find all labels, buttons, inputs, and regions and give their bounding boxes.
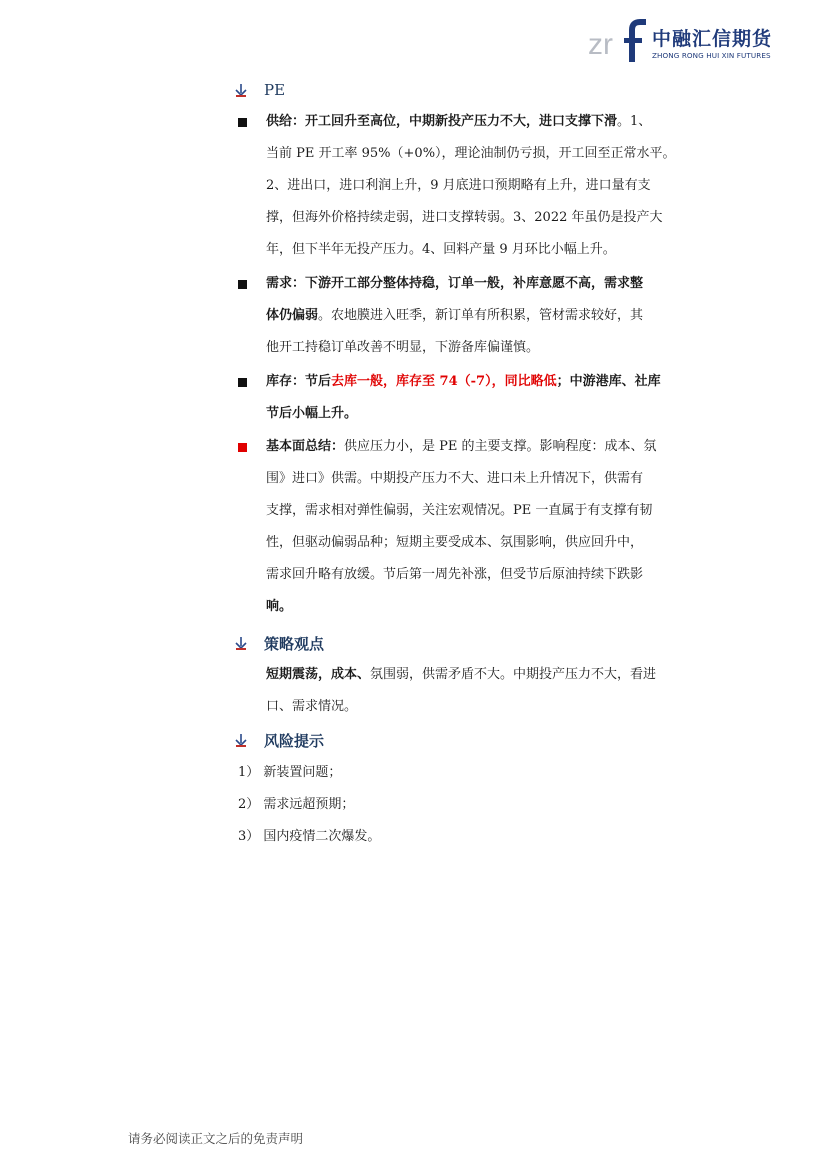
red-square-bullet-icon	[238, 443, 247, 452]
supply-line: 当前 PE 开工率 95%（+0%），理论油制仍亏损，开工回至正常水平。	[266, 146, 676, 161]
section-heading-pe	[234, 79, 285, 101]
summary-line: 围》进口》供需。中期投产压力不大、进口未上升情况下，供需有	[266, 471, 644, 486]
paragraph-summary	[266, 431, 694, 623]
company-logo	[588, 18, 788, 64]
paragraph-demand	[266, 268, 694, 364]
strategy-line: 口、需求情况。	[266, 699, 358, 714]
inventory-lead: 库存：节后	[266, 374, 332, 389]
demand-line: 需求：下游开工部分整体持稳，订单一般，补库意愿不高，需求整	[266, 276, 644, 291]
supply-line: 撑，但海外价格持续走弱，进口支撑转弱。3、2022 年虽仍是投产大	[266, 210, 663, 225]
summary-line: 响。	[266, 599, 293, 614]
summary-line: 性，但驱动偏弱品种；短期主要受成本、氛围影响，供应回升中，	[266, 535, 644, 550]
inventory-tail: ；中游港库、社库	[556, 374, 661, 389]
section-heading-strategy	[234, 632, 324, 654]
svg-text:zr: zr	[588, 28, 613, 61]
supply-line: 。1、	[617, 114, 652, 129]
risk-item: 3） 国内疫情二次爆发。	[238, 829, 381, 844]
summary-lead: 基本面总结：	[266, 439, 345, 454]
section-title: PE	[264, 81, 286, 99]
supply-lead: 供给：开工回升至高位，中期新投产压力不大，进口支撑下滑	[266, 114, 618, 129]
summary-line: 供应压力小，是 PE 的主要支撑。影响程度：成本、氛	[344, 439, 657, 454]
logo-english-name: ZHONG RONG HUI XIN FUTURES	[652, 51, 771, 60]
paragraph-inventory	[266, 366, 694, 430]
supply-line: 年，但下半年无投产压力。4、回料产量 9 月环比小幅上升。	[266, 242, 616, 257]
section-title: 风险提示	[264, 731, 325, 750]
section-title: 策略观点	[264, 634, 325, 653]
logo-chinese-name: 中融汇信期货	[652, 28, 773, 50]
summary-line: 需求回升略有放缓。节后第一周先补涨，但受节后原油持续下跌影	[266, 567, 644, 582]
square-bullet-icon	[238, 280, 247, 289]
disclaimer-footer: 请务必阅读正文之后的免责声明	[128, 1131, 304, 1146]
demand-line: 他开工持稳订单改善不明显，下游备库偏谨慎。	[266, 340, 540, 355]
inventory-highlight: 去库一般，库存至 74（-7），同比略低	[331, 374, 557, 389]
star-bullet-icon	[234, 82, 248, 98]
section-heading-risk	[234, 729, 324, 751]
inventory-line: 节后小幅上升。	[266, 406, 358, 421]
risk-item: 2） 需求远超预期；	[238, 797, 355, 812]
demand-bold: 体仍偏弱	[266, 308, 319, 323]
paragraph-supply	[266, 106, 694, 266]
strategy-line: 氛围弱，供需矛盾不大。中期投产压力不大，看进	[370, 667, 657, 682]
strategy-bold: 短期震荡，成本、	[266, 667, 371, 682]
star-bullet-icon	[234, 732, 248, 748]
square-bullet-icon	[238, 118, 247, 127]
demand-line: 。农地膜进入旺季，新订单有所积累，管材需求较好，其	[318, 308, 644, 323]
square-bullet-icon	[238, 378, 247, 387]
star-bullet-icon	[234, 635, 248, 651]
zrf-logo-icon	[588, 18, 648, 64]
paragraph-strategy	[266, 659, 694, 723]
supply-line: 2、进出口，进口利润上升，9 月底进口预期略有上升，进口量有支	[266, 178, 651, 193]
summary-line: 支撑，需求相对弹性偏弱，关注宏观情况。PE 一直属于有支撑有韧	[266, 503, 653, 518]
risk-item: 1） 新装置问题；	[238, 765, 342, 780]
